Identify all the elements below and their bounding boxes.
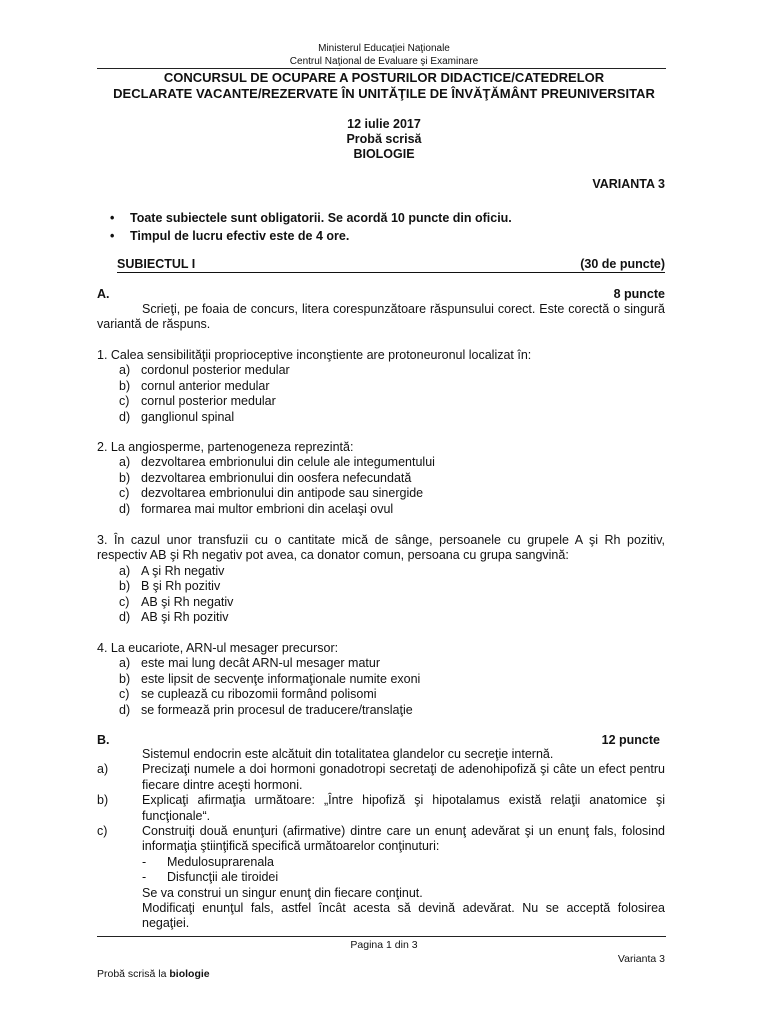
answer-option: b) B şi Rh pozitiv [119,579,221,594]
header-divider [97,68,666,69]
rule-item: • Timpul de lucru efectiv este de 4 ore. [110,227,670,245]
subject-heading [117,257,665,273]
subject-points: (30 de puncte) [580,257,665,271]
section-a-label: A. [97,287,110,301]
footer-variant: Varianta 3 [617,953,665,965]
answer-option: c) se cuplează cu ribozomii formând polisomi [119,687,377,702]
question-4 [97,641,665,718]
answer-option: a) A şi Rh negativ [119,563,225,578]
answer-option: d) ganglionul spinal [119,409,235,424]
title-line-1: CONCURSUL DE OCUPARE A POSTURILOR DIDACTICE/CATEDRELOR [163,70,605,85]
exam-date: 12 iulie 2017 [347,117,421,131]
subject-label: SUBIECTUL I [117,257,196,271]
page-title [0,70,768,102]
question-stem: 4. La eucariote, ARN-ul mesager precursor: [97,641,339,655]
footer-divider [97,936,666,937]
task-item: b) Explicaţi afirmaţia următoare: „Între hipofiză şi hipotalamus există relaţii anatomice şi funcţionale“. [97,793,665,823]
section-a-intro: Scrieţi, pe foaia de concurs, litera corespunzătoare răspunsului corect. Este corectă o singură variantă de răspuns. [97,302,665,331]
section-b-intro: Sistemul endocrin este alcătuit din totalitatea glandelor cu secreţie internă. [142,747,554,761]
answer-option: d) formarea mai multor embrioni din acelaşi ovul [119,501,394,516]
answer-option: b) dezvoltarea embrionului din oosfera nefecundată [119,470,412,485]
question-stem: 1. Calea sensibilităţii proprioceptive inconştiente are protoneuronul localizat în: [97,348,532,362]
rule-item: • Toate subiectele sunt obligatorii. Se acordă 10 puncte din oficiu. [110,209,670,227]
question-1 [97,348,665,425]
section-a-heading [97,287,665,301]
task-item: c) Construiţi două enunţuri (afirmative) dintre care un enunţ adevărat şi un enunţ fals, folosind informaţia ştiinţifică specifică următoarelor conţinuturi: [97,824,665,854]
section-b-body [97,747,665,932]
footer-exam: Probă scrisă la biologie [97,968,210,980]
answer-option: b) cornul anterior medular [119,378,270,393]
section-b-points: 12 puncte [601,733,660,747]
task-item: a) Precizaţi numele a doi hormoni gonadotropi secretaţi de adenohipofiză şi câte un efect pentru fiecare dintre aceşti hormoni. [97,762,665,792]
answer-option: d) se formează prin procesul de traducere/translaţie [119,702,413,717]
answer-option: a) dezvoltarea embrionului din celule ale integumentului [119,455,435,470]
variant-label: VARIANTA 3 [592,177,665,191]
page-number: Pagina 1 din 3 [350,939,418,951]
instruction-note: Modificaţi enunţul fals, astfel încât acesta să devină adevărat. Nu se acceptă folosirea negaţiei. [142,901,665,931]
topic-item: - Disfuncţii ale tiroidei [142,870,279,885]
section-a-points: 8 puncte [613,287,665,301]
section-b-label: B. [97,733,110,747]
question-2 [97,440,665,517]
ministry-header [0,42,768,68]
rules-list [110,209,670,245]
instruction-note: Se va construi un singur enunţ din fiecare conţinut. [142,885,423,900]
answer-option: c) cornul posterior medular [119,394,276,409]
section-b-heading [97,733,660,747]
answer-option: a) este mai lung decât ARN-ul mesager matur [119,656,380,671]
title-line-2: DECLARATE VACANTE/REZERVATE ÎN UNITĂŢILE DE ÎNVĂŢĂMÂNT PREUNIVERSITAR [113,86,655,101]
question-3 [97,533,665,625]
exam-subject: BIOLOGIE [353,147,415,161]
answer-option: b) este lipsit de secvenţe informaţionale numite exoni [119,671,421,686]
answer-option: c) dezvoltarea embrionului din antipode sau sinergide [119,486,424,501]
question-stem: 3. În cazul unor transfuzii cu o cantitate mică de sânge, persoanele cu grupele A şi Rh pozitiv, respectiv AB şi Rh negativ pot avea, ca donator comun, persoana cu grupa sangvină: [97,533,665,563]
answer-option: d) AB şi Rh pozitiv [119,610,229,625]
topic-item: - Medulosuprarenala [142,854,275,869]
exam-info [0,117,768,162]
center-name: Centrul Naţional de Evaluare şi Examinare [289,56,479,67]
answer-option: a) cordonul posterior medular [119,363,290,378]
answer-option: c) AB şi Rh negativ [119,594,234,609]
question-stem: 2. La angiosperme, partenogeneza reprezintă: [97,440,354,454]
exam-type: Probă scrisă [346,132,422,146]
ministry-name: Ministerul Educaţiei Naţionale [318,43,450,54]
